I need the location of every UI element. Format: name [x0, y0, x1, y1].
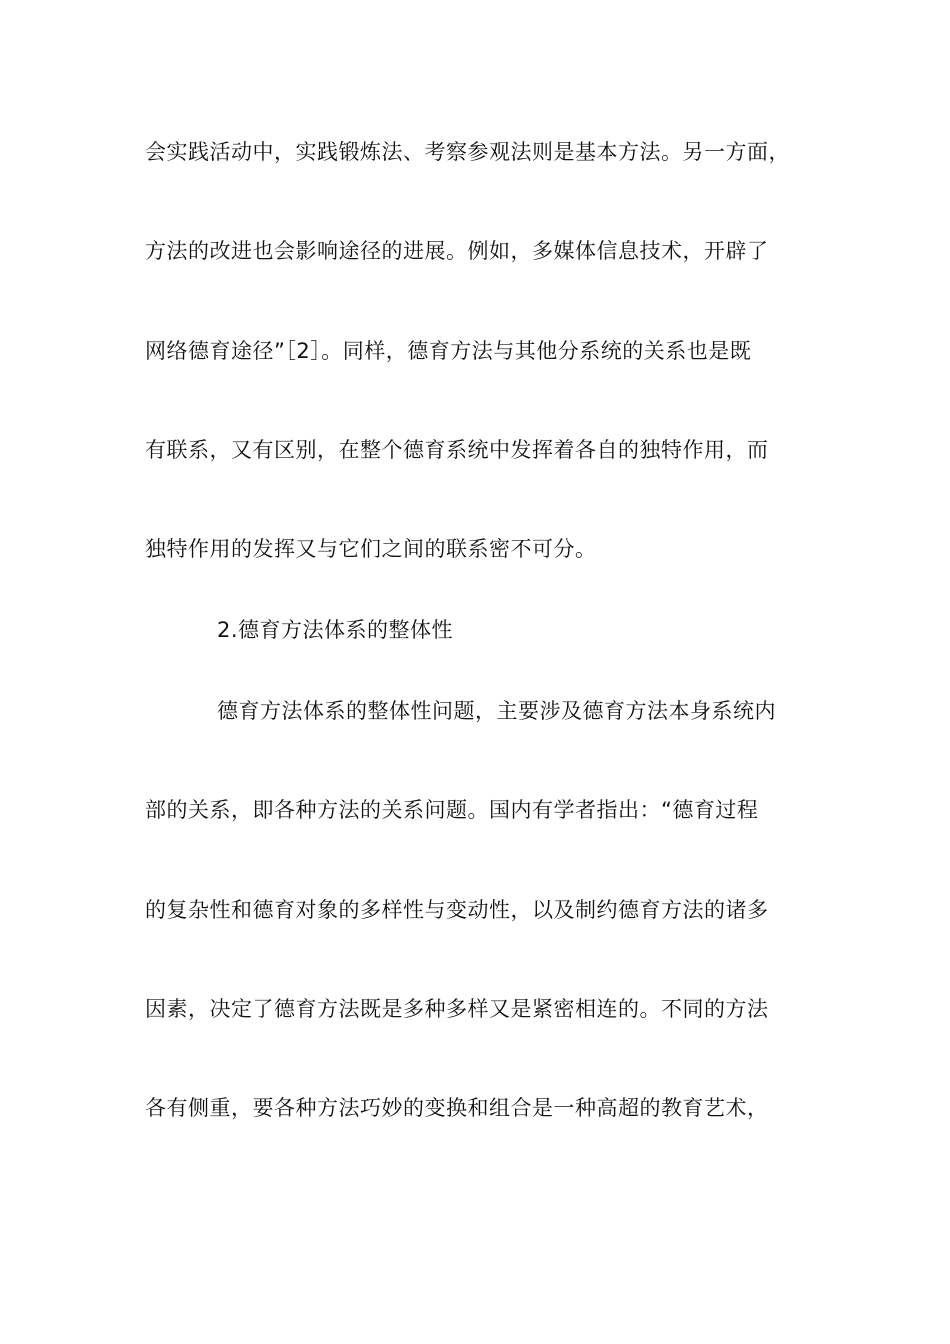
paragraph-1-line-2: 方法的改进也会影响途径的进展。例如，多媒体信息技术，开辟了 [145, 239, 769, 263]
paragraph-1-line-3: 网络德育途径”［2］。同样，德育方法与其他分系统的关系也是既 [145, 339, 752, 363]
paragraph-2-line-5: 各有侧重，要各种方法巧妙的变换和组合是一种高超的教育艺术， [145, 1096, 769, 1120]
paragraph-1-line-4: 有联系，又有区别，在整个德育系统中发挥着各自的独特作用，而 [145, 438, 769, 462]
paragraph-1-line-1: 会实践活动中，实践锻炼法、考察参观法则是基本方法。另一方面， [145, 140, 790, 164]
section-heading: 2.德育方法体系的整体性 [217, 618, 454, 642]
paragraph-2-line-3: 的复杂性和德育对象的多样性与变动性，以及制约德育方法的诸多 [145, 898, 769, 922]
paragraph-2-line-2: 部的关系，即各种方法的关系问题。国内有学者指出：“德育过程 [145, 798, 759, 822]
paragraph-2-line-4: 因素，决定了德育方法既是多种多样又是紧密相连的。不同的方法 [145, 997, 769, 1021]
paragraph-1-line-5: 独特作用的发挥又与它们之间的联系密不可分。 [145, 537, 597, 561]
paragraph-2-line-1: 德育方法体系的整体性问题，主要涉及德育方法本身系统内 [217, 699, 776, 723]
